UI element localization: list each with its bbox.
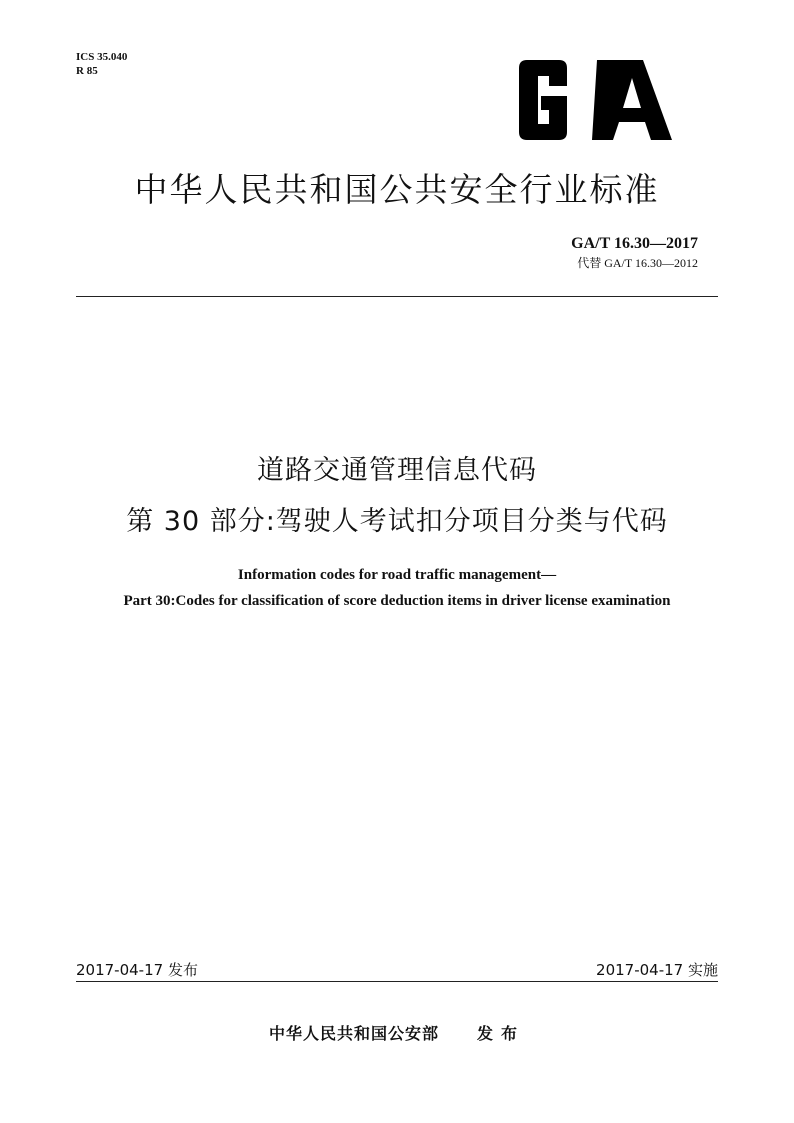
implementation-date: 2017-04-17 实施 [596, 961, 718, 979]
top-divider [76, 296, 718, 297]
issuer-action: 发布 [477, 1024, 526, 1043]
issue-date: 2017-04-17 发布 [76, 961, 198, 979]
ga-logo [519, 60, 674, 140]
document-title-line-1: 道路交通管理信息代码 [257, 455, 537, 486]
english-title-line-2: Part 30:Codes for classification of score deduction items in driver license examination [123, 593, 671, 609]
replaces-standard: 代替 GA/T 16.30—2012 [577, 256, 698, 270]
ccs-code: R 85 [76, 65, 98, 77]
document-title-line-2: 第 30 部分:驾驶人考试扣分项目分类与代码 [126, 506, 668, 537]
ics-code: ICS 35.040 [76, 51, 128, 63]
issuer-name: 中华人民共和国公安部 [268, 1024, 439, 1043]
classification-codes [76, 50, 127, 78]
bottom-divider [76, 981, 718, 982]
standard-number: GA/T 16.30—2017 [571, 235, 698, 252]
issuing-authority [0, 1021, 794, 1044]
english-title-line-1: Information codes for road traffic management— [237, 567, 557, 583]
standard-category-title: 中华人民共和国公共安全行业标准 [134, 170, 660, 209]
